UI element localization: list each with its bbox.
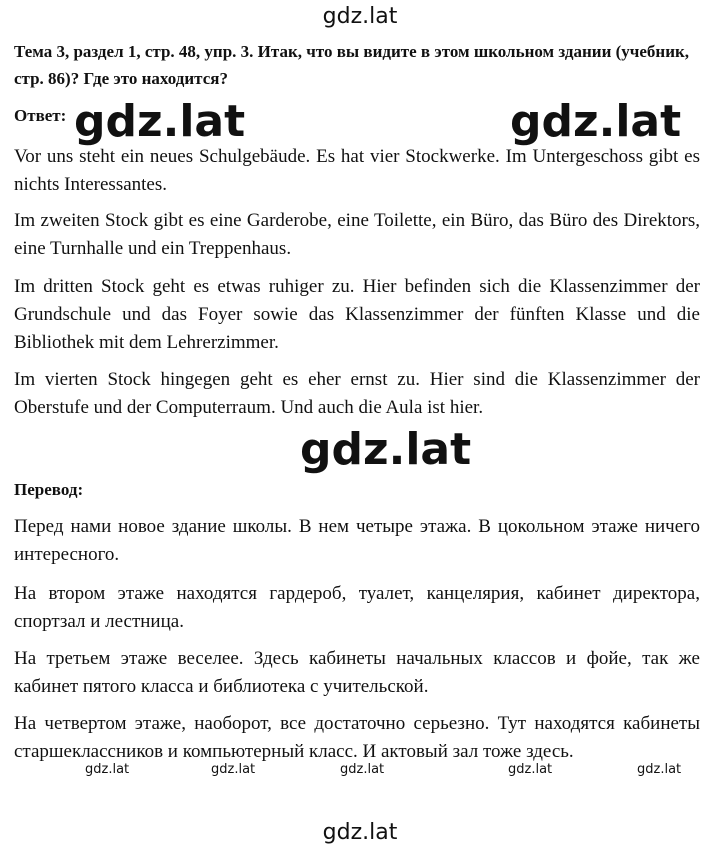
translation-paragraph-2: На втором этаже находятся гардероб, туалет, канцелярия, кабинет директора, спортзал и лестница. xyxy=(14,583,700,632)
watermark-top: gdz.lat xyxy=(322,4,398,29)
watermark-small-4: gdz.lat xyxy=(508,762,553,777)
watermark-small-2: gdz.lat xyxy=(211,762,256,777)
translation-paragraph-3: На третьем этаже веселее. Здесь кабинеты начальных классов и фойе, так же кабинет пятого класса и библиотека с учительской. xyxy=(14,648,700,697)
answer-paragraph-1: Vor uns steht ein neues Schulgebäude. Es hat vier Stockwerke. Im Untergeschoss gibt es nichts Interessantes. xyxy=(14,146,700,195)
translation-label: Перевод: xyxy=(14,480,84,499)
translation-paragraph-1: Перед нами новое здание школы. В нем четыре этажа. В цокольном этаже ничего интересного. xyxy=(14,516,700,565)
answer-paragraph-2: Im zweiten Stock gibt es eine Garderobe, eine Toilette, ein Büro, das Büro des Direktors, eine Turnhalle und ein Treppenhaus. xyxy=(14,210,700,259)
watermark-center: gdz.lat xyxy=(300,424,472,475)
translation-paragraph-4: На четвертом этаже, наоборот, все достаточно серьезно. Тут находятся кабинеты старшеклассников и компьютерный класс. И актовый зал тоже здесь. xyxy=(14,713,700,762)
watermark-small-3: gdz.lat xyxy=(340,762,385,777)
watermark-bottom: gdz.lat xyxy=(322,820,398,845)
answer-paragraph-3: Im dritten Stock geht es etwas ruhiger zu. Hier befinden sich die Klassenzimmer der Grundschule und das Foyer sowie das Klassenzimmer der fünften Klasse und die Bibliothek mit dem Lehrerzimmer. xyxy=(14,276,700,353)
watermark-small-1: gdz.lat xyxy=(85,762,130,777)
answer-paragraph-4: Im vierten Stock hingegen geht es eher ernst zu. Hier sind die Klassenzimmer der Oberstufe und der Computerraum. Und auch die Aula ist hier. xyxy=(14,369,700,418)
watermark-small-5: gdz.lat xyxy=(637,762,682,777)
watermark-answer-left: gdz.lat xyxy=(74,96,246,147)
answer-label: Ответ: xyxy=(14,106,67,125)
task-title: Тема 3, раздел 1, стр. 48, упр. 3. Итак, что вы видите в этом школьном здании (учебник, стр. 86)? Где это находится? xyxy=(14,42,690,88)
watermark-answer-right: gdz.lat xyxy=(510,96,682,147)
